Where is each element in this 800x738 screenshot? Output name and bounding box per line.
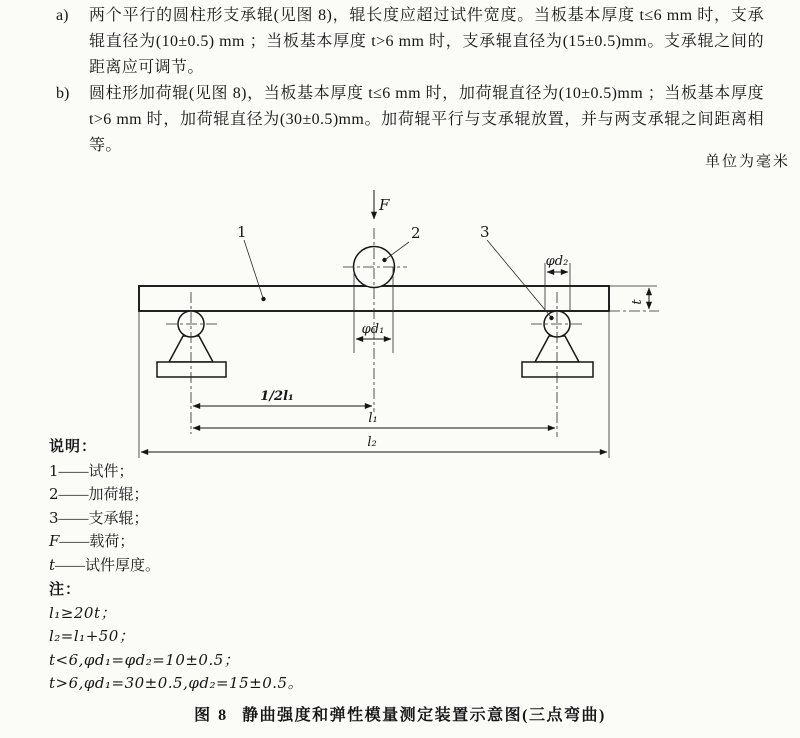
legend-text: ——试件；: [58, 463, 134, 480]
dim-phi-d1-label: φd₁: [361, 322, 385, 337]
notes: [49, 579, 303, 695]
legend-text: ——支承辊；: [58, 510, 149, 527]
dim-half-l1-label: 1/2l₁: [260, 389, 294, 404]
load-roller: [343, 228, 407, 412]
legend: [49, 436, 160, 578]
unit-note: 单位为毫米: [704, 154, 790, 170]
intro-paragraphs: [56, 3, 764, 159]
three-point-bending-diagram: [100, 175, 700, 475]
paragraph-a-marker: a): [56, 7, 69, 24]
force-arrow: [374, 190, 390, 219]
figure-number: 图 8: [194, 707, 229, 724]
callout-1-label: 1: [237, 223, 247, 241]
dim-phi-d2-label: φd₂: [545, 254, 569, 269]
paragraph-b-text: 圆柱形加荷辊(见图 8)，当板基本厚度 t≤6 mm 时，加荷辊直径为(10±0.5)mm ；当板基本厚度 t>6 mm 时，加荷辊直径为(30±0.5)mm。加荷辊平行与支承辊放置，并与两支承辊之间距离相等。: [89, 85, 764, 154]
support-roller-right: [522, 292, 593, 437]
legend-symbol: 3: [49, 508, 59, 527]
legend-symbol: t: [49, 555, 56, 574]
legend-text: ——加荷辊；: [58, 487, 149, 504]
paragraph-b: [56, 81, 764, 159]
legend-item: [49, 530, 160, 554]
dim-l2-label: l₂: [367, 435, 377, 450]
force-label: F: [379, 196, 390, 214]
paragraph-b-marker: b): [56, 85, 70, 102]
note-line: l₁≥20t；: [49, 604, 116, 623]
legend-symbol: F: [49, 532, 60, 551]
phi-d2-dimension: [545, 254, 570, 311]
legend-symbol: 2: [49, 485, 59, 504]
legend-item: [49, 460, 160, 484]
legend-symbol: 1: [49, 461, 59, 480]
paragraph-a: [56, 3, 764, 81]
callout-3: [480, 223, 554, 320]
notes-title: 注：: [49, 582, 82, 598]
legend-text: ——试件厚度。: [55, 557, 161, 574]
figure-title: 静曲强度和弹性模量测定装置示意图(三点弯曲): [242, 707, 606, 724]
note-line: l₂=l₁+50；: [49, 627, 135, 646]
thickness-dimension: [609, 286, 659, 311]
callout-1: [237, 223, 266, 301]
figure-caption: [0, 702, 800, 725]
legend-item: [49, 507, 160, 531]
dim-l1-label: l₁: [368, 411, 378, 426]
legend-title: 说明：: [49, 439, 98, 455]
dim-t-label: t: [630, 299, 645, 305]
note-line: t>6,φd₁=30±0.5,φd₂=15±0.5。: [49, 673, 304, 692]
note-line: t<6,φd₁=φd₂=10±0.5；: [49, 650, 240, 669]
callout-3-label: 3: [480, 223, 490, 241]
paragraph-a-text: 两个平行的圆柱形支承辊(见图 8)，辊长度应超过试件宽度。当板基本厚度 t≤6 mm 时，支承辊直径为(10±0.5) mm ；当板基本厚度 t>6 mm 时，支承辊直径为(15±0.5)mm。支承辊之间的距离应可调节。: [89, 7, 764, 76]
legend-item: [49, 483, 160, 507]
support-roller-left: [157, 292, 226, 434]
callout-2-label: 2: [411, 224, 421, 242]
legend-text: ——载荷；: [59, 534, 135, 551]
legend-item: [49, 554, 160, 578]
